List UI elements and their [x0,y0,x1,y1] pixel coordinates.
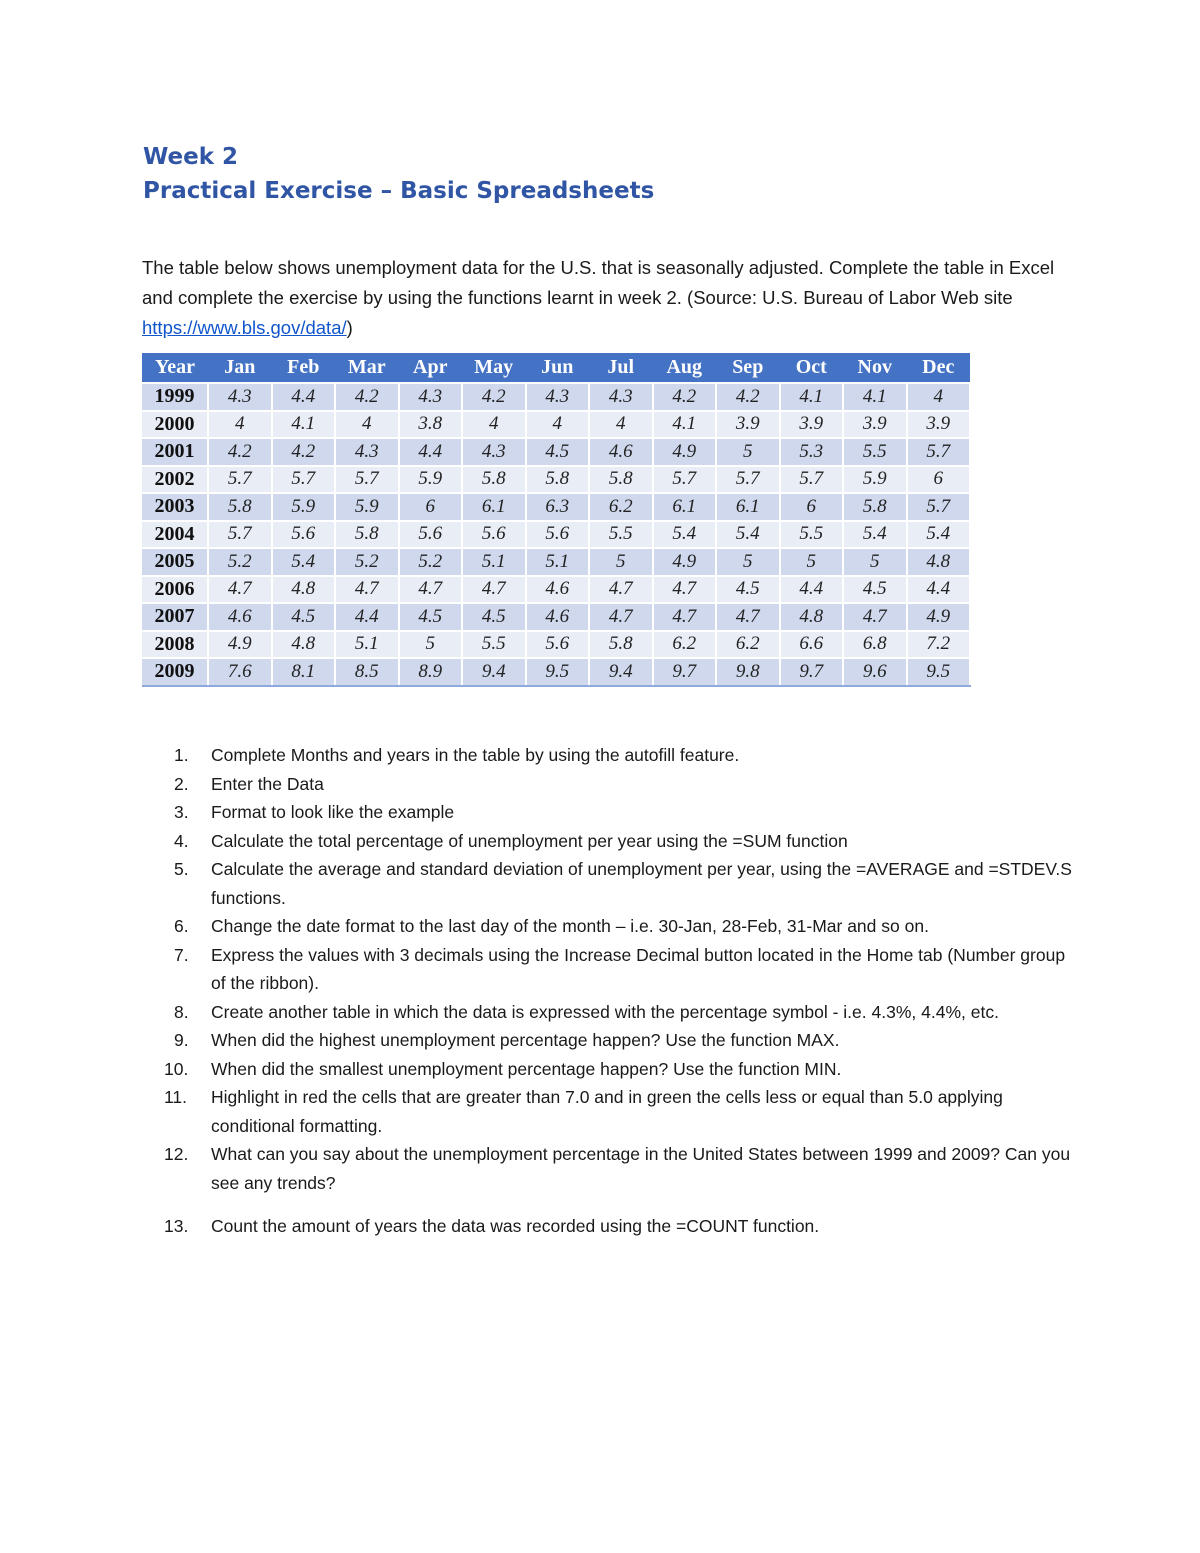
value-cell: 9.7 [780,658,844,686]
table-row [142,411,970,439]
value-cell: 5.7 [335,466,399,494]
column-header-year: Year [142,353,208,383]
value-cell: 4 [907,383,971,411]
list-item [142,1026,1072,1055]
value-cell: 4.9 [208,631,272,659]
value-cell: 5.8 [589,631,653,659]
value-cell: 4.2 [716,383,780,411]
value-cell: 5.5 [462,631,526,659]
value-cell: 6.1 [653,493,717,521]
list-item-number: 7. [174,944,189,965]
value-cell: 9.6 [843,658,907,686]
value-cell: 4.7 [399,576,463,604]
value-cell: 4.4 [272,383,336,411]
value-cell: 4.8 [780,603,844,631]
list-item-text: Format to look like the example [211,802,455,822]
list-item-number: 12. [164,1144,189,1164]
value-cell: 4.7 [716,603,780,631]
value-cell: 5 [716,438,780,466]
value-cell: 6.1 [462,493,526,521]
value-cell: 8.1 [272,658,336,686]
value-cell: 5.4 [843,521,907,549]
value-cell: 4.1 [843,383,907,411]
task-list [142,741,1072,1241]
value-cell: 5.8 [208,493,272,521]
value-cell: 5.4 [653,521,717,549]
year-cell: 2006 [142,576,208,604]
value-cell: 6.3 [526,493,590,521]
value-cell: 5 [589,548,653,576]
value-cell: 5.6 [526,521,590,549]
value-cell: 5.9 [399,466,463,494]
value-cell: 5.7 [272,466,336,494]
value-cell: 4.5 [716,576,780,604]
list-item [142,855,1072,912]
value-cell: 5.7 [907,493,971,521]
value-cell: 8.9 [399,658,463,686]
value-cell: 4.2 [208,438,272,466]
table-row [142,548,970,576]
value-cell: 5.6 [399,521,463,549]
value-cell: 4.9 [907,603,971,631]
value-cell: 6.8 [843,631,907,659]
year-cell: 2001 [142,438,208,466]
bls-data-link[interactable]: https://www.bls.gov/data/ [142,317,347,338]
value-cell: 7.6 [208,658,272,686]
value-cell: 8.5 [335,658,399,686]
value-cell: 4.4 [907,576,971,604]
list-item [142,1212,1072,1241]
value-cell: 4.7 [843,603,907,631]
list-item [142,827,1072,856]
list-item [142,912,1072,941]
value-cell: 4.1 [653,411,717,439]
value-cell: 5 [843,548,907,576]
value-cell: 4.5 [272,603,336,631]
value-cell: 4.3 [208,383,272,411]
year-cell: 2007 [142,603,208,631]
list-item-number: 3. [174,802,189,822]
value-cell: 4.6 [526,576,590,604]
table-row [142,576,970,604]
value-cell: 6.6 [780,631,844,659]
value-cell: 5.7 [907,438,971,466]
value-cell: 4.9 [653,438,717,466]
value-cell: 5.9 [335,493,399,521]
list-item-number: 2. [174,773,189,794]
value-cell: 4.4 [335,603,399,631]
value-cell: 5.1 [462,548,526,576]
intro-paragraph [142,253,1062,343]
list-item [142,741,1072,770]
value-cell: 4.2 [653,383,717,411]
column-header-feb: Feb [272,353,336,383]
value-cell: 5.1 [526,548,590,576]
value-cell: 5.8 [335,521,399,549]
list-item-text: Express the values with 3 decimals using the Increase Decimal button located in the Home tab (Number group of the ribbon). [211,944,1066,993]
value-cell: 4.7 [653,576,717,604]
value-cell: 9.4 [462,658,526,686]
list-item-text: Calculate the total percentage of unemployment per year using the =SUM function [211,830,848,851]
list-item-text: Create another table in which the data is expressed with the percentage symbol - i.e. 4.3%, 4.4%, etc. [211,1001,999,1022]
value-cell: 4.6 [526,603,590,631]
value-cell: 9.5 [907,658,971,686]
value-cell: 4 [208,411,272,439]
value-cell: 4.2 [335,383,399,411]
table-row [142,521,970,549]
year-cell: 1999 [142,383,208,411]
value-cell: 4.8 [272,631,336,659]
list-item-number: 5. [174,859,189,879]
value-cell: 4.4 [399,438,463,466]
table-row [142,603,970,631]
list-item-text: Calculate the average and standard deviation of unemployment per year, using the =AVERAGE and =STDEV.S functions. [211,859,1072,908]
value-cell: 4.6 [589,438,653,466]
value-cell: 4.8 [272,576,336,604]
value-cell: 5.7 [208,521,272,549]
value-cell: 5.7 [208,466,272,494]
value-cell: 4.7 [462,576,526,604]
value-cell: 4.3 [462,438,526,466]
list-item [142,941,1072,998]
column-header-nov: Nov [843,353,907,383]
value-cell: 5.2 [208,548,272,576]
column-header-oct: Oct [780,353,844,383]
year-cell: 2003 [142,493,208,521]
list-item-number: 13. [164,1216,189,1236]
list-item [142,1055,1072,1084]
table-header-row [142,353,970,383]
value-cell: 5.1 [335,631,399,659]
value-cell: 5.5 [843,438,907,466]
value-cell: 5.5 [589,521,653,549]
year-cell: 2004 [142,521,208,549]
value-cell: 5.8 [462,466,526,494]
value-cell: 4.3 [399,383,463,411]
value-cell: 5.3 [780,438,844,466]
intro-text: The table below shows unemployment data for the U.S. that is seasonally adjusted. Complete the table in Excel and complete the exercise by using the functions learnt in week 2. (Source: U.S. Bureau of Labor Web site [142,257,1055,308]
list-item-text: When did the highest unemployment percentage happen? Use the function MAX. [211,1030,840,1050]
value-cell: 9.4 [589,658,653,686]
list-item-text: Count the amount of years the data was recorded using the =COUNT function. [211,1216,820,1236]
value-cell: 9.7 [653,658,717,686]
column-header-mar: Mar [335,353,399,383]
value-cell: 4 [589,411,653,439]
value-cell: 4.1 [780,383,844,411]
table-row [142,466,970,494]
column-header-may: May [462,353,526,383]
value-cell: 4 [526,411,590,439]
value-cell: 6.1 [716,493,780,521]
value-cell: 5 [399,631,463,659]
value-cell: 5.8 [589,466,653,494]
unemployment-table [142,353,971,687]
column-header-sep: Sep [716,353,780,383]
value-cell: 5.6 [526,631,590,659]
value-cell: 5.4 [716,521,780,549]
list-item-number: 11. [164,1087,188,1107]
value-cell: 4.6 [208,603,272,631]
value-cell: 6 [399,493,463,521]
list-item [142,1083,1072,1140]
column-header-jan: Jan [208,353,272,383]
table-body [142,383,970,686]
list-item-number: 1. [174,745,189,765]
list-item-number: 10. [164,1058,189,1079]
list-item-text: Change the date format to the last day of the month – i.e. 30-Jan, 28-Feb, 31-Mar and so on. [211,916,929,936]
list-item-number: 4. [174,830,189,851]
value-cell: 3.9 [780,411,844,439]
table-row [142,383,970,411]
list-item-text: Enter the Data [211,773,324,794]
value-cell: 4.7 [208,576,272,604]
value-cell: 5.4 [272,548,336,576]
value-cell: 6 [907,466,971,494]
list-item-number: 8. [174,1001,189,1022]
value-cell: 4.2 [462,383,526,411]
value-cell: 4 [462,411,526,439]
year-cell: 2002 [142,466,208,494]
list-item-number: 6. [174,916,189,936]
value-cell: 5.8 [526,466,590,494]
exercise-title: Practical Exercise – Basic Spreadsheets [143,178,655,204]
table-row [142,658,970,686]
list-item [142,798,1072,827]
value-cell: 4.8 [907,548,971,576]
table-row [142,438,970,466]
value-cell: 4.9 [653,548,717,576]
value-cell: 7.2 [907,631,971,659]
value-cell: 4.5 [462,603,526,631]
column-header-apr: Apr [399,353,463,383]
column-header-jun: Jun [526,353,590,383]
intro-text-end: ) [346,317,353,338]
value-cell: 5.5 [780,521,844,549]
value-cell: 4.5 [399,603,463,631]
table-row [142,493,970,521]
value-cell: 4.1 [272,411,336,439]
value-cell: 3.9 [716,411,780,439]
column-header-jul: Jul [589,353,653,383]
value-cell: 5.6 [272,521,336,549]
value-cell: 3.9 [907,411,971,439]
list-item-text: Highlight in red the cells that are greater than 7.0 and in green the cells less or equal than 5.0 applying conditional formatting. [211,1087,1003,1136]
value-cell: 4.3 [335,438,399,466]
value-cell: 5.4 [907,521,971,549]
year-cell: 2005 [142,548,208,576]
value-cell: 4.5 [526,438,590,466]
value-cell: 5.7 [780,466,844,494]
list-item [142,998,1072,1027]
year-cell: 2008 [142,631,208,659]
value-cell: 4.3 [526,383,590,411]
value-cell: 4.7 [589,576,653,604]
value-cell: 9.5 [526,658,590,686]
list-item [142,770,1072,799]
value-cell: 5.7 [653,466,717,494]
column-header-dec: Dec [907,353,971,383]
value-cell: 5.2 [335,548,399,576]
column-header-aug: Aug [653,353,717,383]
value-cell: 4.7 [589,603,653,631]
value-cell: 5.2 [399,548,463,576]
list-item-text: What can you say about the unemployment percentage in the United States between 1999 and 2009? Can you see any trends? [211,1144,1071,1193]
value-cell: 4.2 [272,438,336,466]
value-cell: 5.9 [272,493,336,521]
week-heading: Week 2 [143,144,239,170]
list-item-text: When did the smallest unemployment percentage happen? Use the function MIN. [211,1058,842,1079]
value-cell: 5 [716,548,780,576]
table-row [142,631,970,659]
list-item [142,1140,1072,1197]
value-cell: 5.8 [843,493,907,521]
value-cell: 4.3 [589,383,653,411]
value-cell: 4.7 [653,603,717,631]
value-cell: 6.2 [589,493,653,521]
value-cell: 6.2 [653,631,717,659]
value-cell: 5.6 [462,521,526,549]
list-item-number: 9. [174,1030,189,1050]
value-cell: 5.7 [716,466,780,494]
value-cell: 3.8 [399,411,463,439]
value-cell: 5 [780,548,844,576]
list-item-text: Complete Months and years in the table by using the autofill feature. [211,745,740,765]
value-cell: 9.8 [716,658,780,686]
value-cell: 4.7 [335,576,399,604]
value-cell: 6.2 [716,631,780,659]
value-cell: 4 [335,411,399,439]
year-cell: 2009 [142,658,208,686]
value-cell: 6 [780,493,844,521]
value-cell: 4.5 [843,576,907,604]
value-cell: 4.4 [780,576,844,604]
year-cell: 2000 [142,411,208,439]
value-cell: 5.9 [843,466,907,494]
value-cell: 3.9 [843,411,907,439]
